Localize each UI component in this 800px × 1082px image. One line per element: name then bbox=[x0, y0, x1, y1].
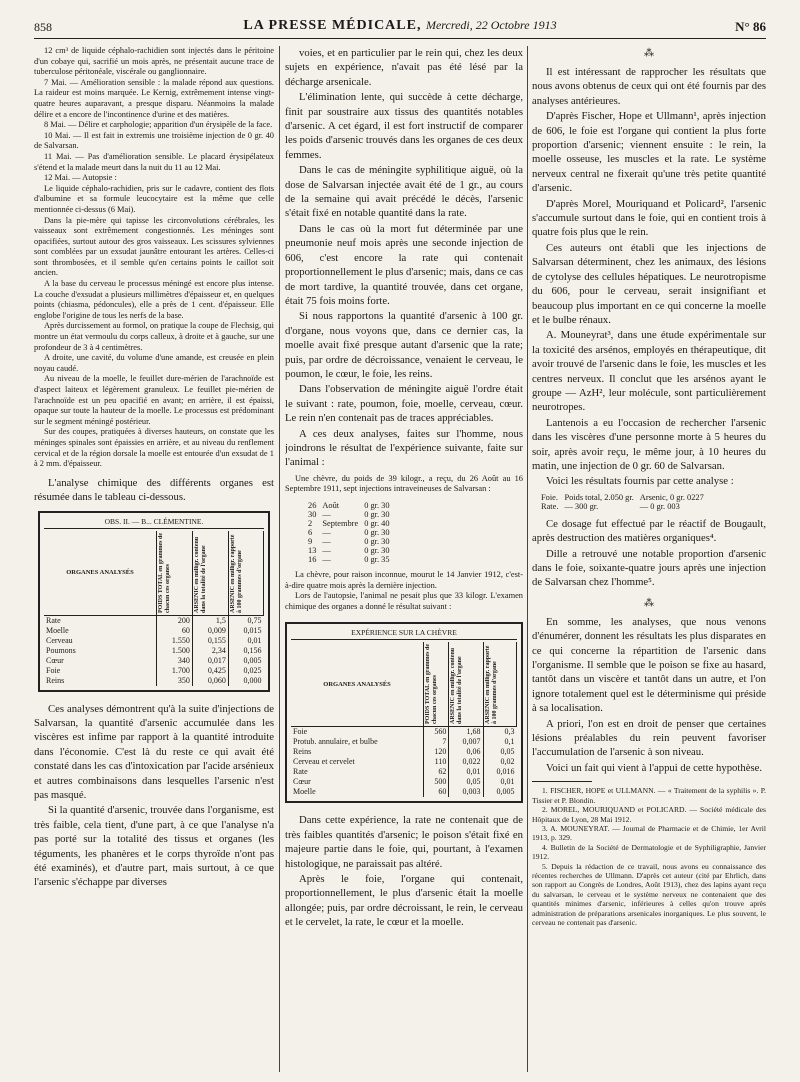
paragraph: L'élimination lente, qui succède à cette décharge, finit par soustraire aux tissus des quantités notables d'arsenic. A cet égard, il est fort instructif de comparer les poids d'arsenic trouvés dans les organes de ces deux femmes. bbox=[285, 91, 523, 161]
paragraph: voies, et en particulier par le rein qui, chez les deux sujets en expérience, n'avait pas été lésé par la décharge arsenicale. bbox=[285, 47, 523, 88]
footnote: 4. Bulletin de la Société de Dermatologie et de Syphiligraphie, Janvier 1912. bbox=[532, 842, 766, 862]
result-row bbox=[538, 493, 707, 502]
row-cell: 0 gr. 30 bbox=[364, 545, 390, 555]
column-header: ARSENIC en milligr. rapporté à 100 grammes d'organe bbox=[483, 642, 516, 727]
row-cell: — bbox=[322, 545, 331, 555]
paragraph: Dans la pie-mère qui tapisse les circonvolutions cérébrales, les vaisseaux sont extrêmement congestionnés. Les méninges sont opacifiées, surtout autour des gros vaisseaux. Les scissures sylviennes sont comblées par un exsudat jaunâtre entourant les artères. Celles-ci sont thrombosées, et il semble qu'en certains points le caillot soit ancien. bbox=[34, 215, 274, 278]
paragraph: A priori, l'on est en droit de penser que certaines lésions préalables du rein peuvent favoriser l'accumulation de l'arsenic à son niveau. bbox=[532, 717, 766, 759]
table-cell: 0,02 bbox=[500, 757, 515, 767]
paragraph: D'après Fischer, Hope et Ullmann¹, après injection de 606, le foie est l'organe qui contient la plus forte proportion d'arsenic; viennent ensuite : le rein, la moelle osseuse, les muscles et la rate. Le système nerveux central ne fixerait qu'une très petite quantité d'arsenic. bbox=[532, 110, 766, 195]
organ-name: Moelle bbox=[291, 787, 424, 797]
table-cell: 0,017 bbox=[192, 656, 228, 666]
table-row bbox=[44, 615, 264, 626]
table-cell: 500 bbox=[424, 777, 449, 787]
table-cell: 0,005 bbox=[496, 787, 515, 797]
table-row bbox=[291, 787, 517, 797]
table-cell: 350 bbox=[156, 676, 192, 686]
column-1 bbox=[34, 46, 274, 1076]
row-cell: 2 bbox=[308, 518, 313, 528]
paragraph: Dille a retrouvé une notable proportion d'arsenic dans le foie, soixante-quatre jours après une injection de Salvarsan chez l'homme⁵. bbox=[532, 547, 766, 589]
organ-name: Reins bbox=[44, 676, 156, 686]
table-cell: 1.500 bbox=[156, 646, 192, 656]
conclusion-text bbox=[285, 813, 523, 929]
table-cell: 120 bbox=[424, 747, 449, 757]
row-cell: 0 gr. 30 bbox=[364, 536, 390, 546]
table-intro: L'analyse chimique des différents organes est résumée dans le tableau ci-dessous. bbox=[34, 476, 274, 504]
column-2 bbox=[285, 46, 523, 1076]
row-cell: 0 gr. 35 bbox=[364, 554, 390, 564]
table-row bbox=[291, 747, 517, 757]
row-cell: 30 bbox=[308, 509, 317, 519]
discussion-text bbox=[285, 46, 523, 470]
injection-row bbox=[305, 546, 393, 555]
table-cell: 0,016 bbox=[496, 767, 515, 777]
table-caption: OBS. II. — B... CLÉMENTINE. bbox=[44, 517, 264, 529]
footnote-separator bbox=[532, 781, 592, 782]
paragraph: Après durcissement au formol, on pratique la coupe de Flechsig, qui montre un état vermoulu du corps calleux, à droite et à gauche, sur une profondeur de 3 à 4 centimètres. bbox=[34, 321, 274, 352]
row-cell: 13 bbox=[308, 545, 317, 555]
paragraph: 12 cm³ de liquide céphalo-rachidien sont injectés dans le péritoine d'un cobaye qui, sacrifié un mois après, ne présentait aucune trace de tuberculose péritonéale, viscérale ou ganglionnaire. bbox=[34, 46, 274, 77]
table-cell: 0,060 bbox=[192, 676, 228, 686]
goat-autopsy-text bbox=[285, 570, 523, 612]
table-row bbox=[44, 646, 264, 656]
column-header: POIDS TOTAL en grammes de chacun ces organes bbox=[424, 642, 449, 727]
organ-name: Cœur bbox=[44, 656, 156, 666]
table-row bbox=[291, 757, 517, 767]
table-row bbox=[44, 656, 264, 666]
paragraph: En somme, les analyses, que nous venons d'énumérer, donnent les résultats les plus disparates en ce qui concerne la répartition de l'arsenic dans l'organisme. Il semble que le poison se fixe au hasard, tantôt dans un viscère et tantôt dans un autre, et l'on ignore totalement quel est le déterminisme qui préside à sa localisation. bbox=[532, 615, 766, 715]
organ-name: Rate bbox=[44, 615, 156, 626]
case-report-text bbox=[34, 46, 274, 470]
paragraph: Dans cette expérience, la rate ne contenait que de très faibles quantités d'arsenic; le poison s'était fixé en majeure partie dans le foie, qui, pourtant, à l'examen histologique, ne paraissait pas altéré. bbox=[285, 814, 523, 870]
footnote: 1. FISCHER, HOPE et ULLMANN. — « Traitement de la syphilis ». P. Tissier et P. Blondin. bbox=[532, 786, 766, 805]
table-cell: 60 bbox=[424, 787, 449, 797]
row-header: ORGANES ANALYSÉS bbox=[291, 642, 424, 727]
table-cell: 1,68 bbox=[449, 727, 483, 738]
row-cell: — 0 gr. 003 bbox=[639, 501, 680, 511]
table-cell: 110 bbox=[424, 757, 449, 767]
footnotes bbox=[532, 786, 766, 927]
table-goat bbox=[285, 622, 523, 803]
paragraph: Dans le cas de méningite syphilitique aiguë, où la dose de Salvarsan injectée avait été de 1 gr., au cours de la semaine qui avait précédé le décès, l'arsenic s'était fixé en notable quantité dans la rate. bbox=[285, 164, 523, 220]
row-cell: 0 gr. 30 bbox=[364, 500, 390, 510]
paragraph: 12 Mai. — Autopsie : bbox=[44, 173, 117, 183]
organ-name: Protub. annulaire, et bulbe bbox=[291, 737, 424, 747]
injection-row bbox=[305, 555, 393, 564]
organ-name: Cerveau bbox=[44, 636, 156, 646]
table-cell: 0,425 bbox=[192, 666, 228, 676]
row-cell: — bbox=[322, 527, 331, 537]
organ-name: Foie bbox=[44, 666, 156, 676]
table-cell: 0,06 bbox=[449, 747, 483, 757]
footnote: 5. Depuis la rédaction de ce travail, nous avons eu connaissance des récentes recherches de Ullmann. D'après cet auteur (cité par Ehrlich, dans son rapport au Congrès de Londres, Août 1913), chez des lapins ayant reçu du salvarsan, le cerveau et le système nerveux ne contenaient que des quantités minimes d'arsenic, inférieures à celles qu'on trouve après administration de préparations arsenicales inorganiques. Le plus souvent, le cerveau ne contenait pas d'arsenic. bbox=[532, 861, 766, 927]
organ-name: Reins bbox=[291, 747, 424, 757]
paragraph: 10 Mai. — Il est fait in extremis une troisième injection de 0 gr. 40 de Salvarsan. bbox=[34, 130, 274, 151]
table-cell: 0,009 bbox=[192, 626, 228, 636]
table-cell: 1.550 bbox=[156, 636, 192, 646]
table-row bbox=[291, 777, 517, 787]
section-break: ⁂ bbox=[644, 597, 654, 609]
row-cell: — 300 gr. bbox=[564, 501, 599, 511]
table-cell: 7 bbox=[424, 737, 449, 747]
column-header: ARSENIC en milligr. contenu dans la totalité de l'organe bbox=[449, 642, 483, 727]
row-cell: 9 bbox=[308, 536, 313, 546]
table-row bbox=[291, 767, 517, 777]
column-rule bbox=[279, 46, 280, 1072]
paragraph: Lantenois a eu l'occasion de rechercher l'arsenic dans les viscères d'une personne morte à 5 heures du soir, après avoir reçu, le même jour, à 10 heures du matin, une injection de 0 gr. 60 de Salvarsan. bbox=[532, 416, 766, 472]
table-row bbox=[44, 676, 264, 686]
lantenois-results bbox=[538, 493, 707, 511]
analysis-text bbox=[34, 702, 274, 890]
paragraph: Sur des coupes, pratiquées à diverses hauteurs, on constate que les méninges spinales sont épaissies en arrière, et au niveau du renflement cervical et de la région dorsale la moelle est entourée d'un exsudat de 1 à 2 mm. d'épaisseur. bbox=[34, 427, 274, 469]
paragraph: Voici les résultats fournis par cette analyse : bbox=[546, 475, 734, 488]
row-cell: 0 gr. 30 bbox=[364, 509, 390, 519]
table-row bbox=[44, 666, 264, 676]
table-cell: 0,005 bbox=[243, 655, 262, 665]
paragraph: Ces analyses démontrent qu'à la suite d'injections de Salvarsan, la quantité d'arsenic accumulée dans les viscères est infime par rapport à la quantité introduite dans l'économie. C'est là du reste ce qui avait été constaté dans les cas d'intoxication par l'acide arsénieux et autres combinaisons dans lesquelles l'arsenic n'est pas masqué. bbox=[34, 702, 274, 801]
paragraph: Au niveau de la moelle, le feuillet dure-mérien de l'arachnoïde est d'aspect laiteux et légèrement granuleux. Le feuillet pie-mérien de l'arachnoïde est un peu opacifié en avant; en arrière, il est épaissi, opaque sur toute la hauteur de la moelle. Le processus est prédominant sur le segment méningé postérieur. bbox=[34, 374, 274, 426]
table-cell: 0,01 bbox=[247, 635, 262, 645]
column-header: POIDS TOTAL en grammes de chacun ces organes bbox=[156, 531, 192, 616]
row-cell: — bbox=[322, 509, 331, 519]
table-clementine bbox=[38, 511, 270, 692]
literature-review-text bbox=[532, 65, 766, 489]
paragraph: Ce dosage fut effectué par le réactif de Bougault, après destruction des matières organiques⁴. bbox=[532, 517, 766, 545]
table-row bbox=[44, 636, 264, 646]
page-header bbox=[34, 16, 766, 39]
paragraph: Si nous rapportons la quantité d'arsenic à 100 gr. d'organe, nous voyons que, dans ce dernier cas, la moelle avait fixé presque autant d'arsenic que la rate; puis, par ordre de décroissance, venaient le cerveau, le poumon, le cœur, le foie, les reins. bbox=[285, 310, 523, 380]
table-cell: 0,000 bbox=[243, 675, 262, 685]
table-cell: 0,01 bbox=[449, 767, 483, 777]
table-cell: 560 bbox=[424, 727, 449, 738]
row-cell: Septembre bbox=[322, 518, 359, 528]
row-cell: 0 gr. 30 bbox=[364, 527, 390, 537]
row-cell: Arsenic, 0 gr. 0227 bbox=[639, 492, 704, 502]
table-cell: 0,75 bbox=[247, 615, 262, 625]
row-cell: 26 bbox=[308, 500, 317, 510]
table-cell: 0,022 bbox=[449, 757, 483, 767]
paragraph: Si la quantité d'arsenic, trouvée dans l'organisme, est très faible, cela tient, d'une part, à ce que l'analyse n'a pas porté sur la totalité des tissus et organes (les téguments, les phanères et le corps thyroïde n'ont pas été examinés), et d'autre part, mais surtout, à ce que l'arsenic s'échappe par diverses bbox=[34, 804, 274, 889]
table-cell: 0,155 bbox=[192, 636, 228, 646]
paragraph: Ces auteurs ont établi que les injections de Salvarsan déterminent, chez les animaux, des lésions de cytolyse des cellules hépatiques. Le neurotropisme du 606, pour le cerveau, serait insignifiant et beaucoup plus important en ce qui concerne la moelle et le bulbe rénaux. bbox=[532, 241, 766, 326]
organ-name: Moelle bbox=[44, 626, 156, 636]
organ-name: Cœur bbox=[291, 777, 424, 787]
table-cell: 0,025 bbox=[243, 665, 262, 675]
journal-title: LA PRESSE MÉDICALE, Mercredi, 22 Octobre 1913 bbox=[243, 18, 557, 33]
table-cell: 0,156 bbox=[243, 645, 262, 655]
organ-name: Foie bbox=[291, 727, 424, 738]
table-cell: 0,01 bbox=[500, 777, 515, 787]
table-cell: 200 bbox=[156, 615, 192, 626]
row-cell: Foie. bbox=[541, 492, 558, 502]
paragraph: Après le foie, l'organe qui contenait, proportionnellement, le plus d'arsenic était la moelle allongée; puis, par ordre décroissant, le rein, le cerveau et le cervelet, la rate, le cœur et la moelle. bbox=[285, 872, 523, 929]
table-cell: 1,5 bbox=[192, 615, 228, 626]
table-caption: EXPÉRIENCE SUR LA CHÈVRE bbox=[291, 628, 517, 640]
goat-intro: Une chèvre, du poids de 39 kilogr., a reçu, du 26 Août au 16 Septembre 1911, sept injections intraveineuses de Salvarsan : bbox=[285, 473, 523, 494]
paragraph: A droite, une cavité, du volume d'une amande, est creusée en plein noyau caudé. bbox=[34, 353, 274, 373]
paragraph: 11 Mai. — Pas d'amélioration sensible. Le placard érysipélateux s'étend et la malade meurt dans la nuit du 11 au 12 Mai. bbox=[34, 151, 274, 172]
column-rule bbox=[527, 46, 528, 1072]
table-cell: 0,015 bbox=[243, 625, 262, 635]
column-header: ARSENIC en milligr. rapporté à 100 grammes d'organe bbox=[228, 531, 263, 616]
column-3 bbox=[532, 46, 766, 1076]
page-number: 858 bbox=[34, 20, 52, 34]
issue-number: N° 86 bbox=[735, 19, 766, 34]
table-cell: 0,1 bbox=[504, 737, 515, 747]
paragraph: A ces deux analyses, faites sur l'homme, nous joindrons le résultat de l'expérience suivante, faite sur l'animal : bbox=[285, 427, 523, 469]
paragraph: Lors de l'autopsie, l'animal ne pesait plus que 33 kilogr. L'examen chimique des organes a donné le résultat suivant : bbox=[285, 591, 523, 611]
injection-row bbox=[305, 528, 393, 537]
row-cell: — bbox=[322, 554, 331, 564]
table-row bbox=[291, 727, 517, 738]
row-header: ORGANES ANALYSÉS bbox=[44, 531, 156, 616]
row-cell: Poids total, 2.050 gr. bbox=[564, 492, 634, 502]
injection-row bbox=[305, 519, 393, 528]
issue-date: Mercredi, 22 Octobre 1913 bbox=[425, 18, 557, 32]
dosage-text bbox=[532, 517, 766, 590]
injection-row bbox=[305, 537, 393, 546]
table-cell: 0,003 bbox=[449, 787, 483, 797]
paragraph: Le liquide céphalo-rachidien, pris sur le cadavre, contient des flots d'albumine et sa formule leucocytaire est la même que celle mentionnée ci-dessus (6 Mai). bbox=[34, 183, 274, 214]
table-cell: 0,05 bbox=[449, 777, 483, 787]
paragraph: Il est intéressant de rapprocher les résultats que nous avons obtenus de ceux qui ont été fournis par des analyses antérieures. bbox=[532, 66, 766, 107]
table-cell: 0,05 bbox=[500, 747, 515, 757]
table-cell: 60 bbox=[156, 626, 192, 636]
injection-list bbox=[305, 501, 393, 564]
paragraph: Dans l'observation de méningite aiguë l'ordre était le suivant : rate, poumon, foie, moelle, cerveau, cœur. Le rein n'en contenait pas de traces appréciables. bbox=[285, 383, 523, 425]
table-cell: 1.700 bbox=[156, 666, 192, 676]
row-cell: 6 bbox=[308, 527, 313, 537]
paragraph: A. Mouneyrat³, dans une étude expérimentale sur la toxicité des arsénos, employés en thérapeutique, dit avoir trouvé de l'arsenic dans le foie, les muscles et les centres nerveux. Il conclut que les arsénos ayant le groupe — AzH², leur molécule, sont particulièrement neurotropes. bbox=[532, 329, 766, 414]
row-cell: 16 bbox=[308, 554, 317, 564]
organ-name: Rate bbox=[291, 767, 424, 777]
injection-row bbox=[305, 510, 393, 519]
organ-name: Poumons bbox=[44, 646, 156, 656]
organ-name: Cerveau et cervelet bbox=[291, 757, 424, 767]
table-row bbox=[291, 737, 517, 747]
paragraph: Dans le cas où la mort fut déterminée par une pneumonie neuf mois après une seconde injection de 606, c'est encore la rate qui contenait proportionnellement le plus d'arsenic; mais, dans ce cas de mort tardive, la quantité trouvée, dans cet organe, était 75 fois moins forte. bbox=[285, 222, 523, 307]
paragraph: La chèvre, pour raison inconnue, mourut le 14 Janvier 1912, c'est-à-dire quatre mois après la dernière injection. bbox=[285, 569, 523, 590]
result-row bbox=[538, 502, 707, 511]
row-cell: Rate. bbox=[541, 501, 559, 511]
footnote: 2. MOREL, MOURIQUAND et POLICARD. — Société médicale des Hôpitaux de Lyon, 28 Mai 1912. bbox=[532, 805, 766, 824]
table-cell: 0,007 bbox=[449, 737, 483, 747]
row-cell: — bbox=[322, 536, 331, 546]
table-cell: 62 bbox=[424, 767, 449, 777]
paragraph: Voici un fait qui vient à l'appui de cette hypothèse. bbox=[546, 761, 763, 774]
section-break: ⁂ bbox=[644, 48, 654, 59]
row-cell: Août bbox=[322, 500, 340, 510]
table-row bbox=[44, 626, 264, 636]
table-cell: 0,3 bbox=[504, 727, 515, 737]
paragraph: 7 Mai. — Amélioration sensible : la malade répond aux questions. La raideur est moins marquée. Le Kernig, extrêmement intense vingt-quatre heures auparavant, a presque disparu. Néanmoins la malade délire et a encore de l'incontinence d'urine et des matières. bbox=[34, 77, 274, 119]
table-cell: 2,34 bbox=[192, 646, 228, 656]
paragraph: 8 Mai. — Délire et carphologie; apparition d'un érysipèle de la face. bbox=[44, 120, 273, 130]
table-cell: 340 bbox=[156, 656, 192, 666]
paragraph: D'après Morel, Mouriquand et Policard², l'arsenic s'accumule surtout dans le foie, qui en contient trois à quatre fois plus que le rein. bbox=[532, 197, 766, 239]
paragraph: A la base du cerveau le processus méningé est encore plus intense. La couche d'exsudat a plusieurs millimètres d'épaisseur et, en quelques points (chiasma, pédoncules), elle a près de 1 cent. d'épaisseur. Elle englobe l'origine de tous les nerfs de la base. bbox=[34, 279, 274, 320]
footnote: 3. A. MOUNEYRAT. — Journal de Pharmacie et de Chimie, 1er Avril 1913, p. 329. bbox=[532, 823, 766, 843]
summary-text bbox=[532, 615, 766, 775]
row-cell: 0 gr. 40 bbox=[364, 518, 390, 528]
injection-row bbox=[305, 501, 393, 510]
column-header: ARSENIC en milligr. contenu dans la totalité de l'organe bbox=[192, 531, 228, 616]
